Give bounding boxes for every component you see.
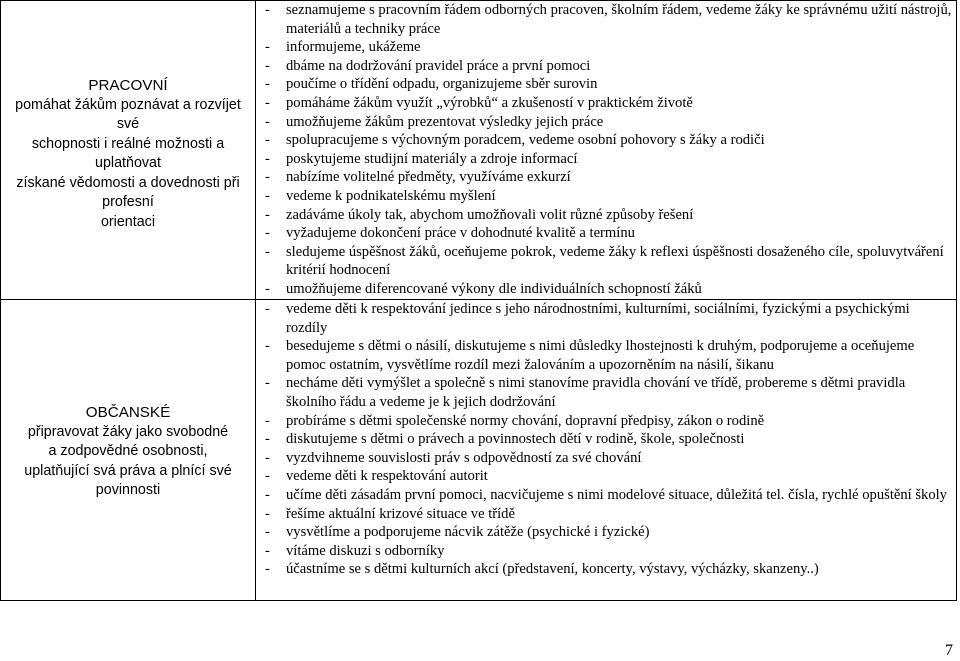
list-item: - informujeme, ukážeme (265, 39, 421, 56)
competency-description-line: schopnosti i reálné možnosti a uplatňovat (31, 135, 225, 171)
competency-description-line: orientaci (100, 213, 156, 230)
competency-title: PRACOVNÍ (88, 77, 168, 94)
list-item: - umožňujeme žákům prezentovat výsledky jejich práce (265, 113, 604, 130)
list-item: - spolupracujeme s výchovným poradcem, vedeme osobní pohovory s žáky a rodiči (265, 132, 765, 149)
strategies-cell-civic (256, 300, 957, 601)
list-item: - probíráme s dětmi společenské normy chování, dopravní předpisy, zákon o rodině (265, 412, 765, 429)
list-item: - řešíme aktuální krizové situace ve třídě (265, 505, 515, 522)
list-item: - vítáme diskuzi s odborníky (265, 542, 445, 559)
competency-description-line: získané vědomosti a dovednosti při profesní (16, 174, 240, 210)
list-item: - diskutujeme s dětmi o právech a povinnostech dětí v rodině, škole, společnosti (265, 431, 745, 448)
list-item: - nabízíme volitelné předměty, využíváme exkurzí (265, 169, 571, 186)
competency-description-line: povinnosti (95, 482, 161, 498)
list-item: - vedeme děti k respektování autorit (265, 468, 488, 485)
list-item: - necháme děti vymýšlet a společně s nimi stanovíme pravidla chování ve třídě, probereme s dětmi pravidla školního řádu a vedeme je k jejich dodržování (265, 375, 906, 410)
list-item: - vysvětlíme a podporujeme nácvik zátěže (psychické i fyzické) (265, 524, 650, 541)
list-item: - dbáme na dodržování pravidel práce a první pomoci (265, 57, 591, 74)
list-item: - vyzdvihneme souvislosti práv s odpovědností za své chování (265, 449, 642, 466)
strategy-list (263, 300, 952, 579)
strategies-cell-work (256, 1, 957, 300)
list-item: - vedeme děti k respektování jedince s jeho národnostními, kulturními, sociálními, fyzickými a psychickými rozdíly (265, 301, 910, 336)
competency-cell-work (1, 1, 256, 300)
list-item: - vyžadujeme dokončení práce v dohodnuté kvalitě a termínu (265, 225, 635, 242)
list-item: - poskytujeme studijní materiály a zdroje informací (265, 150, 578, 167)
list-item: - učíme děti zásadám první pomoci, nacvičujeme s nimi modelové situace, důležitá tel. čísla, rychlé opuštění školy (265, 486, 947, 503)
list-item: - poučíme o třídění odpadu, organizujeme sběr surovin (265, 76, 598, 93)
list-item: - sledujeme úspěšnost žáků, oceňujeme pokrok, vedeme žáky k reflexi úspěšnosti dosaženého cíle, spoluvytváření kritérií hodnocení (265, 243, 944, 279)
table-row-civic (1, 300, 957, 601)
competency-title: OBČANSKÉ (85, 404, 171, 421)
list-item: - umožňujeme diferencované výkony dle individuálních schopností žáků (265, 280, 702, 297)
competency-description-line: připravovat žáky jako svobodné (27, 423, 229, 440)
competency-cell-civic (1, 300, 256, 601)
strategy-list (263, 1, 952, 299)
page-number: 7 (945, 642, 953, 659)
list-item: - zadáváme úkoly tak, abychom umožňovali volit různé způsoby řešení (265, 206, 694, 223)
table-row-work (1, 1, 957, 300)
competency-description-line: pomáhat žákům poznávat a rozvíjet své (15, 96, 241, 132)
list-item: - seznamujeme s pracovním řádem odborných pracoven, školním řádem, vedeme žáky ke správnému užití nástrojů, materiálů a techniky práce (265, 2, 952, 37)
competency-description-line: a zodpovědné osobnosti, (48, 443, 208, 459)
list-item: - besedujeme s dětmi o násilí, diskutujeme s nimi důsledky lhostejnosti k druhým, podporujeme a oceňujeme pomoc ostatním, vysvětlíme rozdíl mezi žalováním a upozorněním na násilí, šikanu (265, 338, 915, 373)
list-item: - pomáháme žákům využít „výrobků“ a zkušeností v praktickém životě (265, 94, 693, 111)
list-item: - vedeme k podnikatelskému myšlení (265, 187, 496, 204)
competency-description-line: uplatňující svá práva a plnící své (24, 462, 232, 479)
list-item: - účastníme se s dětmi kulturních akcí (představení, koncerty, výstavy, výcházky, skanzeny..) (265, 561, 819, 578)
